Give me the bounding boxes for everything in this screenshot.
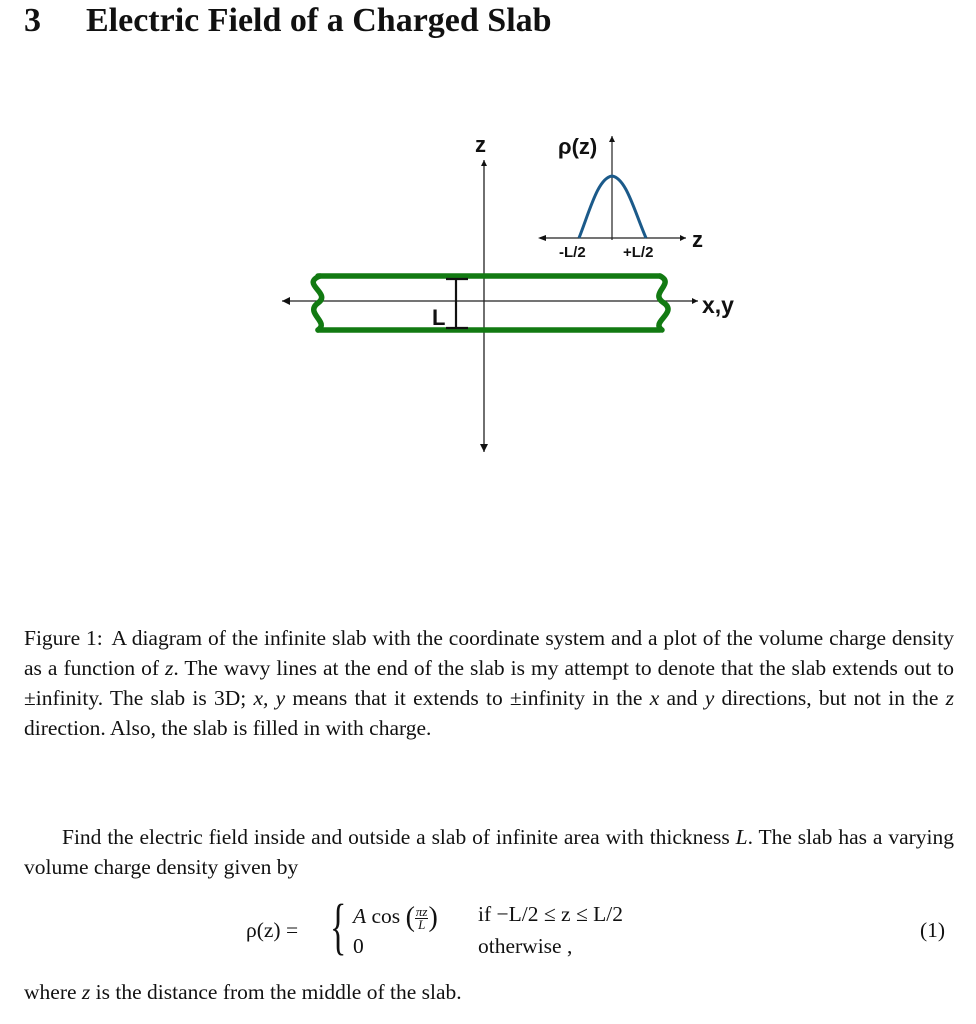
caption-label: Figure 1: bbox=[24, 626, 103, 650]
equation-condition-1: if −L/2 ≤ z ≤ L/2 bbox=[478, 902, 623, 926]
equation-condition-2: otherwise , bbox=[478, 934, 573, 958]
rho-label: ρ(z) bbox=[558, 134, 598, 159]
z-axis-label: z bbox=[475, 132, 486, 157]
closing-sentence: where z is the distance from the middle of the slab. bbox=[24, 980, 462, 1004]
equation-number: (1) bbox=[920, 918, 946, 942]
xy-axis-label: x,y bbox=[702, 292, 734, 318]
charge-density-equation bbox=[0, 893, 976, 970]
minus-half-label: -L/2 bbox=[559, 244, 586, 261]
figure-caption: Figure 1: A diagram of the infinite slab with the coordinate system and a plot of the volume charge density as a function of z. The wavy lines at the end of the slab is my attempt to denote that the slab extends out to ±infinity. The slab is 3D; x, y means that it extends to ±infinity in the x and y directions, but not in the z direction. Also, the slab is filled in with charge. bbox=[24, 626, 955, 740]
equation-lhs: ρ(z) = bbox=[246, 918, 299, 942]
plot-z-label: z bbox=[692, 227, 703, 252]
xy-axis-left-arrow bbox=[282, 297, 290, 305]
section-number: 3 bbox=[24, 2, 41, 39]
thickness-label: L bbox=[432, 305, 446, 330]
plus-half-label: +L/2 bbox=[623, 244, 654, 261]
equation-case-1: A cos ( $\frac{\pi z}{L}$ ) bbox=[353, 902, 438, 933]
slab-right-wavy-end bbox=[659, 276, 668, 330]
z-axis-bottom-arrow bbox=[480, 444, 488, 452]
equation-brace: { bbox=[330, 893, 347, 961]
plot-z-axis-left-arrow bbox=[538, 235, 546, 241]
slab-left-wavy-end bbox=[313, 276, 321, 330]
slab bbox=[313, 276, 668, 330]
thickness-marker bbox=[446, 279, 468, 328]
equation-case-2: 0 bbox=[353, 934, 364, 958]
section-title: Electric Field of a Charged Slab bbox=[86, 2, 552, 39]
problem-paragraph: Find the electric field inside and outside a slab of infinite area with thickness L. The slab has a varying volume charge density given by bbox=[24, 825, 954, 879]
